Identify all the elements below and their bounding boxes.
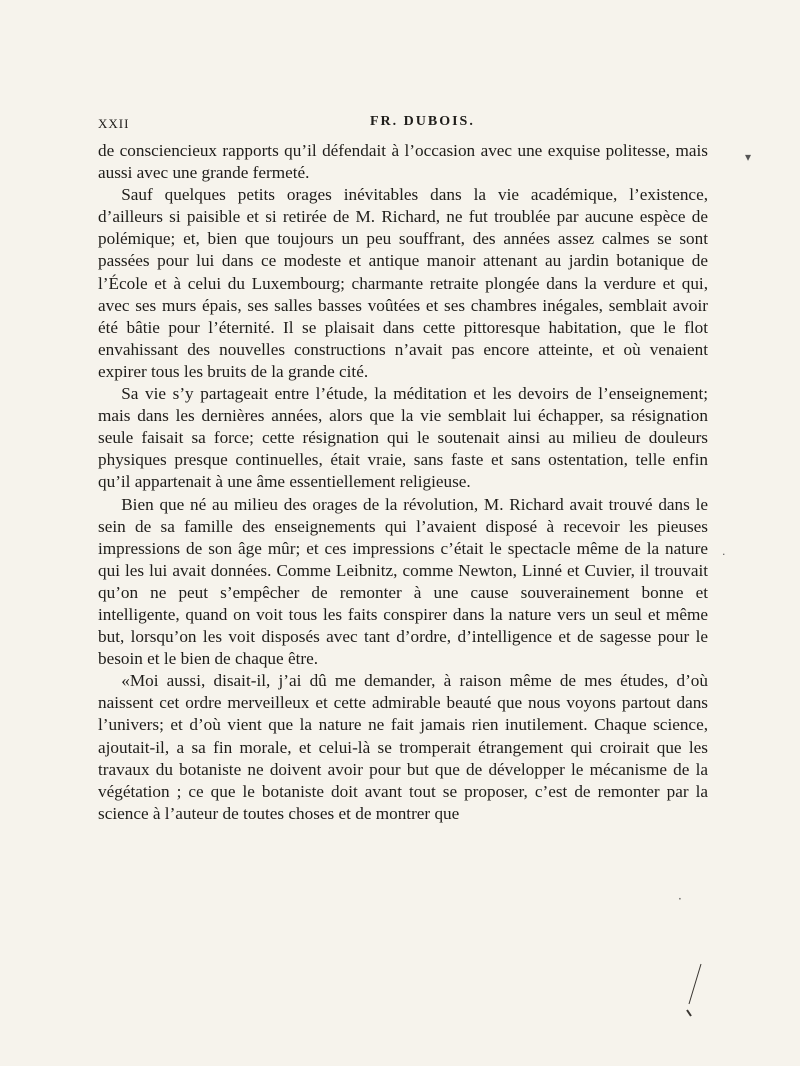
paragraph: Sauf quelques petits orages inévitables dans la vie académique, l’existence, d’ailleurs si paisible et si retirée de M. Richard, ne fut troublée par aucune espèce de polémique; et, bien que toujours un peu souffrant, des années assez calmes se sont passées pour lui dans ce modeste et antique manoir attenant au jardin botanique de l’École et à celui du Luxembourg; charmante retraite plongée dans la verdure et qui, avec ses murs épais, ses salles basses voûtées et ses chambres inégales, semblait avoir été bâtie pour l’éternité. Il se plaisait dans cette pittoresque habitation, que le flot envahissant des nouvelles constructions n’avait pas encore atteinte, et où venaient expirer tous les bruits de la grande cité.: [98, 185, 708, 381]
paragraph: «Moi aussi, disait-il, j’ai dû me demander, à raison même de mes études, d’où naissent cet ordre merveilleux et cette admirable beauté que nous voyons partout dans l’univers; et d’où vient que la nature ne fait jamais rien inutilement. Chaque science, ajoutait-il, a sa fin morale, et celui-là se tromperait étrangement qui croirait que les travaux du botaniste ne doivent avoir pour but que de développer le mécanisme de la végétation ; ce que le botaniste doit avant tout se proposer, c’est de remonter par la science à l’auteur de toutes choses et de montrer que: [98, 671, 708, 823]
page-number: XXII: [98, 116, 130, 131]
paragraph: de consciencieux rapports qu’il défendait à l’occasion avec une exquise politesse, mais aussi avec une grande fermeté.: [98, 141, 708, 183]
running-head: FR. DUBOIS.: [370, 114, 475, 129]
body-text: [98, 140, 708, 825]
pencil-stroke-mark: [683, 960, 707, 1020]
print-speck-mark: ·: [722, 548, 726, 561]
print-speck-mark: ▾: [745, 150, 752, 164]
page-header: [98, 112, 708, 134]
paragraph: Sa vie s’y partageait entre l’étude, la méditation et les devoirs de l’enseignement; mais dans les dernières années, alors que la vie semblait lui échapper, sa résignation seule faisait sa force; cette résignation qui le soutenait ainsi au milieu de douleurs physiques presque continuelles, était vraie, sans faste et sans ostentation, telle enfin qu’il appartenait à une âme essentiellement religieuse.: [98, 384, 708, 492]
paragraph: Bien que né au milieu des orages de la révolution, M. Richard avait trouvé dans le sein de sa famille des enseignements qui l’avaient disposé à recevoir les pieuses impressions de son âge mûr; et ces impressions c’était le spectacle même de la nature qui les lui avait données. Comme Leibnitz, comme Newton, Linné et Cuvier, il trouvait qu’on ne peut s’empêcher de remonter à une cause souverainement bonne et intelligente, quand on voit tous les faits conspirer dans la nature vers un seul et même but, lorsqu’on les voit disposés avec tant d’ordre, d’intelligence et de sagesse pour le besoin et le bien de chaque être.: [98, 494, 708, 669]
print-speck-mark: ·: [678, 892, 682, 906]
